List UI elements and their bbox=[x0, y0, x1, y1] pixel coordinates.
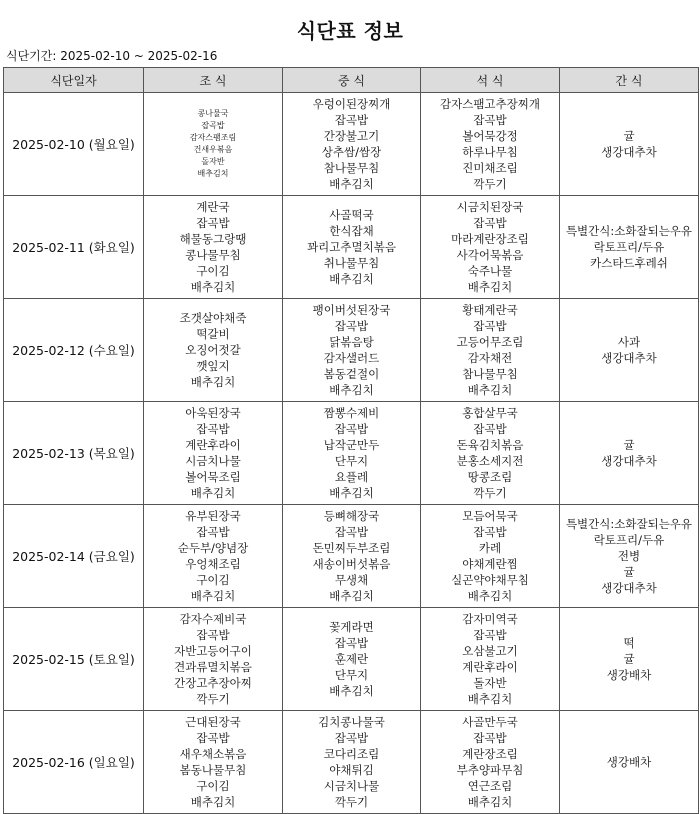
lunch-cell bbox=[283, 711, 421, 814]
menu-item: 잡곡밥 bbox=[473, 319, 507, 333]
menu-item: 오삼불고기 bbox=[462, 644, 518, 658]
table-header-row bbox=[4, 68, 699, 93]
menu-item: 납작군만두 bbox=[323, 438, 380, 452]
menu-item: 한식잡채 bbox=[329, 224, 374, 238]
menu-item: 떡 bbox=[623, 636, 635, 650]
header-breakfast: 조 식 bbox=[144, 68, 283, 93]
header-date: 식단일자 bbox=[4, 68, 144, 93]
menu-item: 돌자반 bbox=[201, 157, 225, 166]
menu-item: 배추김치 bbox=[329, 272, 374, 286]
menu-item: 참나물무침 bbox=[323, 161, 380, 175]
menu-item: 감자수제비국 bbox=[179, 612, 247, 626]
menu-item: 배추김치 bbox=[467, 280, 513, 294]
menu-item: 콩나물무침 bbox=[185, 248, 241, 262]
menu-item: 김치콩나물국 bbox=[318, 715, 385, 729]
table-row bbox=[4, 505, 699, 608]
menu-item: 꽃게라면 bbox=[329, 620, 374, 634]
menu-item: 훈제란 bbox=[334, 652, 369, 666]
dinner-cell bbox=[421, 711, 560, 814]
menu-item: 잡곡밥 bbox=[473, 628, 507, 642]
dinner-cell bbox=[421, 299, 560, 402]
menu-item: 코다리조림 bbox=[323, 747, 380, 761]
menu-item: 야채계란찜 bbox=[462, 557, 518, 571]
menu-item: 숙주나물 bbox=[467, 264, 513, 278]
menu-item: 배추김치 bbox=[329, 383, 374, 397]
menu-item: 깍두기 bbox=[473, 177, 507, 191]
menu-item: 조갯살야채죽 bbox=[179, 311, 247, 325]
menu-item: 단무지 bbox=[334, 668, 369, 682]
menu-item: 실곤약야채무침 bbox=[451, 573, 529, 587]
menu-item: 배추김치 bbox=[190, 795, 236, 809]
menu-item: 구이김 bbox=[196, 573, 230, 587]
table-row bbox=[4, 93, 699, 196]
menu-item: 사골떡국 bbox=[329, 208, 374, 222]
menu-item: 배추김치 bbox=[190, 486, 236, 500]
snack-cell bbox=[560, 711, 699, 814]
breakfast-cell bbox=[144, 93, 283, 196]
lunch-cell bbox=[283, 608, 421, 711]
meal-date: 2025-02-14 (금요일) bbox=[4, 505, 144, 608]
menu-item: 간장고추장아찌 bbox=[174, 676, 252, 690]
menu-item: 배추김치 bbox=[190, 589, 236, 603]
menu-item: 배추김치 bbox=[190, 280, 236, 294]
menu-item: 시금치된장국 bbox=[456, 200, 524, 214]
menu-item: 잡곡밥 bbox=[334, 525, 369, 539]
menu-item: 아욱된장국 bbox=[185, 406, 241, 420]
menu-item: 볼어묵조림 bbox=[185, 470, 241, 484]
menu-item: 배추김치 bbox=[467, 692, 513, 706]
breakfast-cell bbox=[144, 196, 283, 299]
snack-cell bbox=[560, 505, 699, 608]
lunch-cell bbox=[283, 402, 421, 505]
meal-date: 2025-02-13 (목요일) bbox=[4, 402, 144, 505]
dinner-cell bbox=[421, 196, 560, 299]
menu-item: 오징어젓갈 bbox=[185, 343, 241, 357]
menu-item: 배추김치 bbox=[197, 169, 229, 178]
menu-item: 잡곡밥 bbox=[196, 422, 230, 436]
menu-item: 감자샐러드 bbox=[323, 351, 380, 365]
menu-item: 생강대추차 bbox=[601, 454, 657, 468]
menu-item: 배추김치 bbox=[467, 383, 513, 397]
menu-item: 잡곡밥 bbox=[473, 731, 507, 745]
snack-cell bbox=[560, 93, 699, 196]
breakfast-cell bbox=[144, 299, 283, 402]
menu-item: 새송이버섯볶음 bbox=[312, 557, 391, 571]
table-row bbox=[4, 711, 699, 814]
menu-item: 구이김 bbox=[196, 779, 230, 793]
table-row bbox=[4, 299, 699, 402]
menu-item: 감자스팸고추장찌개 bbox=[440, 97, 540, 111]
menu-item: 배추김치 bbox=[467, 589, 513, 603]
snack-cell bbox=[560, 299, 699, 402]
menu-item: 전병 bbox=[617, 549, 641, 563]
meal-date: 2025-02-16 (일요일) bbox=[4, 711, 144, 814]
menu-item: 깍두기 bbox=[473, 486, 507, 500]
menu-item: 유부된장국 bbox=[185, 509, 241, 523]
menu-item: 잡곡밥 bbox=[196, 628, 230, 642]
dinner-cell bbox=[421, 402, 560, 505]
menu-item: 잡곡밥 bbox=[196, 525, 230, 539]
menu-item: 황태계란국 bbox=[462, 303, 518, 317]
menu-item: 닭볶음탕 bbox=[329, 335, 374, 349]
menu-item: 하루나무침 bbox=[462, 145, 518, 159]
menu-item: 생강대추차 bbox=[601, 351, 657, 365]
menu-item: 잡곡밥 bbox=[196, 731, 230, 745]
menu-item: 등뼈해장국 bbox=[323, 509, 380, 523]
menu-item: 감자채전 bbox=[467, 351, 513, 365]
menu-item: 자반고등어구이 bbox=[174, 644, 252, 658]
menu-item: 모듬어묵국 bbox=[462, 509, 518, 523]
meal-table bbox=[3, 67, 699, 814]
menu-item: 락토프리/두유 bbox=[593, 240, 665, 254]
menu-item: 계란후라이 bbox=[462, 660, 518, 674]
menu-item: 감자스팸조림 bbox=[189, 133, 237, 142]
menu-item: 야채튀김 bbox=[329, 763, 374, 777]
breakfast-cell bbox=[144, 711, 283, 814]
menu-item: 새우채소볶음 bbox=[179, 747, 247, 761]
menu-item: 잡곡밥 bbox=[196, 216, 230, 230]
menu-item: 계란장조림 bbox=[462, 747, 518, 761]
menu-item: 해물동그랑땡 bbox=[179, 232, 247, 246]
menu-item: 시금치나물 bbox=[323, 779, 380, 793]
menu-item: 계란후라이 bbox=[185, 438, 241, 452]
menu-item: 돈육김치볶음 bbox=[456, 438, 524, 452]
table-row bbox=[4, 402, 699, 505]
menu-item: 잡곡밥 bbox=[473, 525, 507, 539]
menu-item: 시금치나물 bbox=[185, 454, 241, 468]
menu-item: 단무지 bbox=[334, 454, 369, 468]
menu-item: 상추쌈/쌈장 bbox=[321, 145, 382, 159]
meal-date: 2025-02-11 (화요일) bbox=[4, 196, 144, 299]
menu-item: 떡갈비 bbox=[196, 327, 230, 341]
menu-item: 간장불고기 bbox=[323, 129, 380, 143]
menu-item: 부추양파무침 bbox=[456, 763, 524, 777]
menu-item: 배추김치 bbox=[329, 177, 374, 191]
menu-item: 잡곡밥 bbox=[334, 113, 369, 127]
menu-item: 귤 bbox=[623, 565, 635, 579]
breakfast-cell bbox=[144, 402, 283, 505]
menu-item: 진미채조림 bbox=[462, 161, 518, 175]
meal-date: 2025-02-15 (토요일) bbox=[4, 608, 144, 711]
breakfast-cell bbox=[144, 505, 283, 608]
menu-item: 견과류멸치볶음 bbox=[174, 660, 252, 674]
menu-item: 잡곡밥 bbox=[473, 422, 507, 436]
table-row bbox=[4, 196, 699, 299]
menu-item: 땅콩조림 bbox=[467, 470, 513, 484]
meal-period: 식단기간: 2025-02-10 ~ 2025-02-16 bbox=[6, 49, 218, 63]
menu-item: 우렁이된장찌개 bbox=[312, 97, 391, 111]
menu-item: 꽈리고추멸치볶음 bbox=[307, 240, 396, 254]
table-row bbox=[4, 608, 699, 711]
menu-item: 잡곡밥 bbox=[334, 731, 369, 745]
menu-item: 카레 bbox=[478, 541, 502, 555]
menu-item: 우엉채조림 bbox=[185, 557, 241, 571]
menu-item: 콩나물국 bbox=[197, 109, 229, 118]
snack-cell bbox=[560, 196, 699, 299]
menu-item: 카스타드후레쉬 bbox=[590, 256, 668, 270]
menu-item: 잡곡밥 bbox=[473, 216, 507, 230]
menu-item: 락토프리/두유 bbox=[593, 533, 665, 547]
menu-item: 사각어묵볶음 bbox=[456, 248, 524, 262]
dinner-cell bbox=[421, 608, 560, 711]
lunch-cell bbox=[283, 93, 421, 196]
menu-item: 생강대추차 bbox=[601, 581, 657, 595]
menu-item: 깍두기 bbox=[334, 795, 369, 809]
menu-item: 잡곡밥 bbox=[334, 319, 369, 333]
menu-item: 홍합살무국 bbox=[462, 406, 518, 420]
menu-item: 귤 bbox=[623, 129, 635, 143]
lunch-cell bbox=[283, 196, 421, 299]
menu-item: 짬뽕수제비 bbox=[323, 406, 380, 420]
lunch-cell bbox=[283, 299, 421, 402]
menu-item: 봄동나물무침 bbox=[179, 763, 247, 777]
menu-item: 감자미역국 bbox=[462, 612, 518, 626]
menu-item: 사과 bbox=[617, 335, 641, 349]
menu-item: 배추김치 bbox=[329, 589, 374, 603]
dinner-cell bbox=[421, 93, 560, 196]
lunch-cell bbox=[283, 505, 421, 608]
menu-item: 고등어무조림 bbox=[456, 335, 524, 349]
menu-item: 깻잎지 bbox=[196, 359, 230, 373]
menu-item: 깍두기 bbox=[196, 692, 230, 706]
menu-item: 건새우볶음 bbox=[193, 145, 233, 154]
menu-item: 생강배차 bbox=[606, 755, 652, 769]
menu-item: 배추김치 bbox=[329, 684, 374, 698]
menu-item: 귤 bbox=[623, 652, 635, 666]
header-dinner: 석 식 bbox=[421, 68, 560, 93]
menu-item: 계란국 bbox=[196, 200, 230, 214]
menu-item: 순두부/양념장 bbox=[177, 541, 249, 555]
header-lunch: 중 식 bbox=[283, 68, 421, 93]
menu-item: 돈민찌두부조림 bbox=[312, 541, 391, 555]
table-body bbox=[4, 93, 699, 814]
menu-item: 생강배차 bbox=[606, 668, 652, 682]
page-title: 식단표 정보 bbox=[296, 19, 404, 43]
menu-item: 잡곡밥 bbox=[334, 636, 369, 650]
menu-item: 참나물무침 bbox=[462, 367, 518, 381]
menu-item: 배추김치 bbox=[190, 375, 236, 389]
menu-item: 요플레 bbox=[334, 470, 369, 484]
meal-date: 2025-02-10 (월요일) bbox=[4, 93, 144, 196]
menu-item: 잡곡밥 bbox=[473, 113, 507, 127]
menu-item: 돌자반 bbox=[473, 676, 507, 690]
menu-item: 취나물무침 bbox=[323, 256, 380, 270]
header-snack: 간 식 bbox=[560, 68, 699, 93]
menu-item: 무생채 bbox=[334, 573, 369, 587]
menu-item: 봄동겉절이 bbox=[323, 367, 380, 381]
menu-item: 볼어묵강정 bbox=[462, 129, 518, 143]
menu-item: 사골만두국 bbox=[462, 715, 518, 729]
menu-item: 특별간식:소화잘되는우유 bbox=[565, 517, 693, 531]
menu-item: 생강대추차 bbox=[601, 145, 657, 159]
meal-date: 2025-02-12 (수요일) bbox=[4, 299, 144, 402]
snack-cell bbox=[560, 402, 699, 505]
menu-item: 연근조림 bbox=[467, 779, 513, 793]
snack-cell bbox=[560, 608, 699, 711]
menu-item: 귤 bbox=[623, 438, 635, 452]
menu-item: 근대된장국 bbox=[185, 715, 241, 729]
breakfast-cell bbox=[144, 608, 283, 711]
menu-item: 분홍소세지전 bbox=[456, 454, 524, 468]
menu-item: 잡곡밥 bbox=[201, 121, 225, 130]
menu-item: 마라계란장조림 bbox=[451, 232, 529, 246]
menu-item: 특별간식:소화잘되는우유 bbox=[565, 224, 693, 238]
menu-item: 팽이버섯된장국 bbox=[312, 303, 391, 317]
menu-item: 배추김치 bbox=[467, 795, 513, 809]
menu-item: 잡곡밥 bbox=[334, 422, 369, 436]
menu-item: 배추김치 bbox=[329, 486, 374, 500]
dinner-cell bbox=[421, 505, 560, 608]
menu-item: 구이김 bbox=[196, 264, 230, 278]
